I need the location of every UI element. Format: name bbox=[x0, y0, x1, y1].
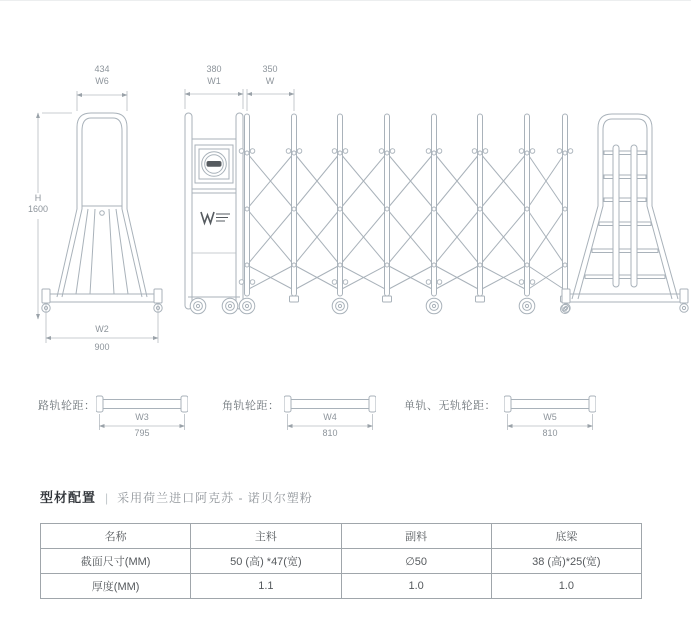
angle-wheelbase-label: 角轨轮距： bbox=[222, 400, 280, 412]
spec-header-cell: 名称 bbox=[41, 524, 191, 549]
spec-cell: 1.1 bbox=[191, 574, 341, 599]
spec-cell: 厚度(MM) bbox=[41, 574, 191, 599]
right-end-view bbox=[562, 114, 688, 312]
dim-1600: 1600 bbox=[27, 204, 49, 214]
spec-header-cell: 底梁 bbox=[491, 524, 641, 549]
dim-380: 380 bbox=[206, 64, 222, 74]
spec-cell: 38 (高)*25(宽) bbox=[491, 549, 641, 574]
trackless-wheelbase-label: 单轨、无轨轮距： bbox=[404, 400, 496, 412]
spec-header-row bbox=[41, 524, 642, 549]
left-end-view bbox=[38, 91, 162, 343]
dim-900: 900 bbox=[94, 342, 110, 352]
spec-cell: 截面尺寸(MM) bbox=[41, 549, 191, 574]
spec-cell: 1.0 bbox=[491, 574, 641, 599]
spec-table bbox=[40, 523, 642, 599]
spec-row-section-size bbox=[41, 549, 642, 574]
dim-w5: W5 bbox=[543, 412, 557, 422]
brand-logo-icon bbox=[201, 212, 230, 223]
dim-w: W bbox=[265, 76, 275, 86]
section-title bbox=[40, 487, 313, 506]
dim-w2: W2 bbox=[95, 324, 109, 334]
spec-cell: 1.0 bbox=[341, 574, 491, 599]
title-divider: | bbox=[105, 491, 109, 505]
dim-810-a: 810 bbox=[322, 428, 338, 438]
dim-350: 350 bbox=[262, 64, 278, 74]
rail-wheelbase-label: 路轨轮距： bbox=[38, 400, 96, 412]
front-view-head-unit bbox=[185, 89, 294, 314]
dim-795: 795 bbox=[134, 428, 150, 438]
dim-810-b: 810 bbox=[542, 428, 558, 438]
spec-cell: ∅50 bbox=[341, 549, 491, 574]
dim-w3: W3 bbox=[135, 412, 149, 422]
spec-header-cell: 副料 bbox=[341, 524, 491, 549]
spec-row-thickness bbox=[41, 574, 642, 599]
dim-w4: W4 bbox=[323, 412, 337, 422]
spec-header-cell: 主料 bbox=[191, 524, 341, 549]
section-subtitle: 采用荷兰进口阿克苏 - 诺贝尔塑粉 bbox=[117, 491, 313, 505]
dim-w1: W1 bbox=[207, 76, 221, 86]
accordion-section bbox=[239, 114, 573, 314]
section-title-text: 型材配置 bbox=[40, 490, 97, 505]
dim-h: H bbox=[34, 193, 42, 203]
dim-434: 434 bbox=[94, 64, 110, 74]
dim-w6: W6 bbox=[95, 76, 109, 86]
gate-drawings bbox=[0, 1, 691, 371]
spec-cell: 50 (高) *47(宽) bbox=[191, 549, 341, 574]
